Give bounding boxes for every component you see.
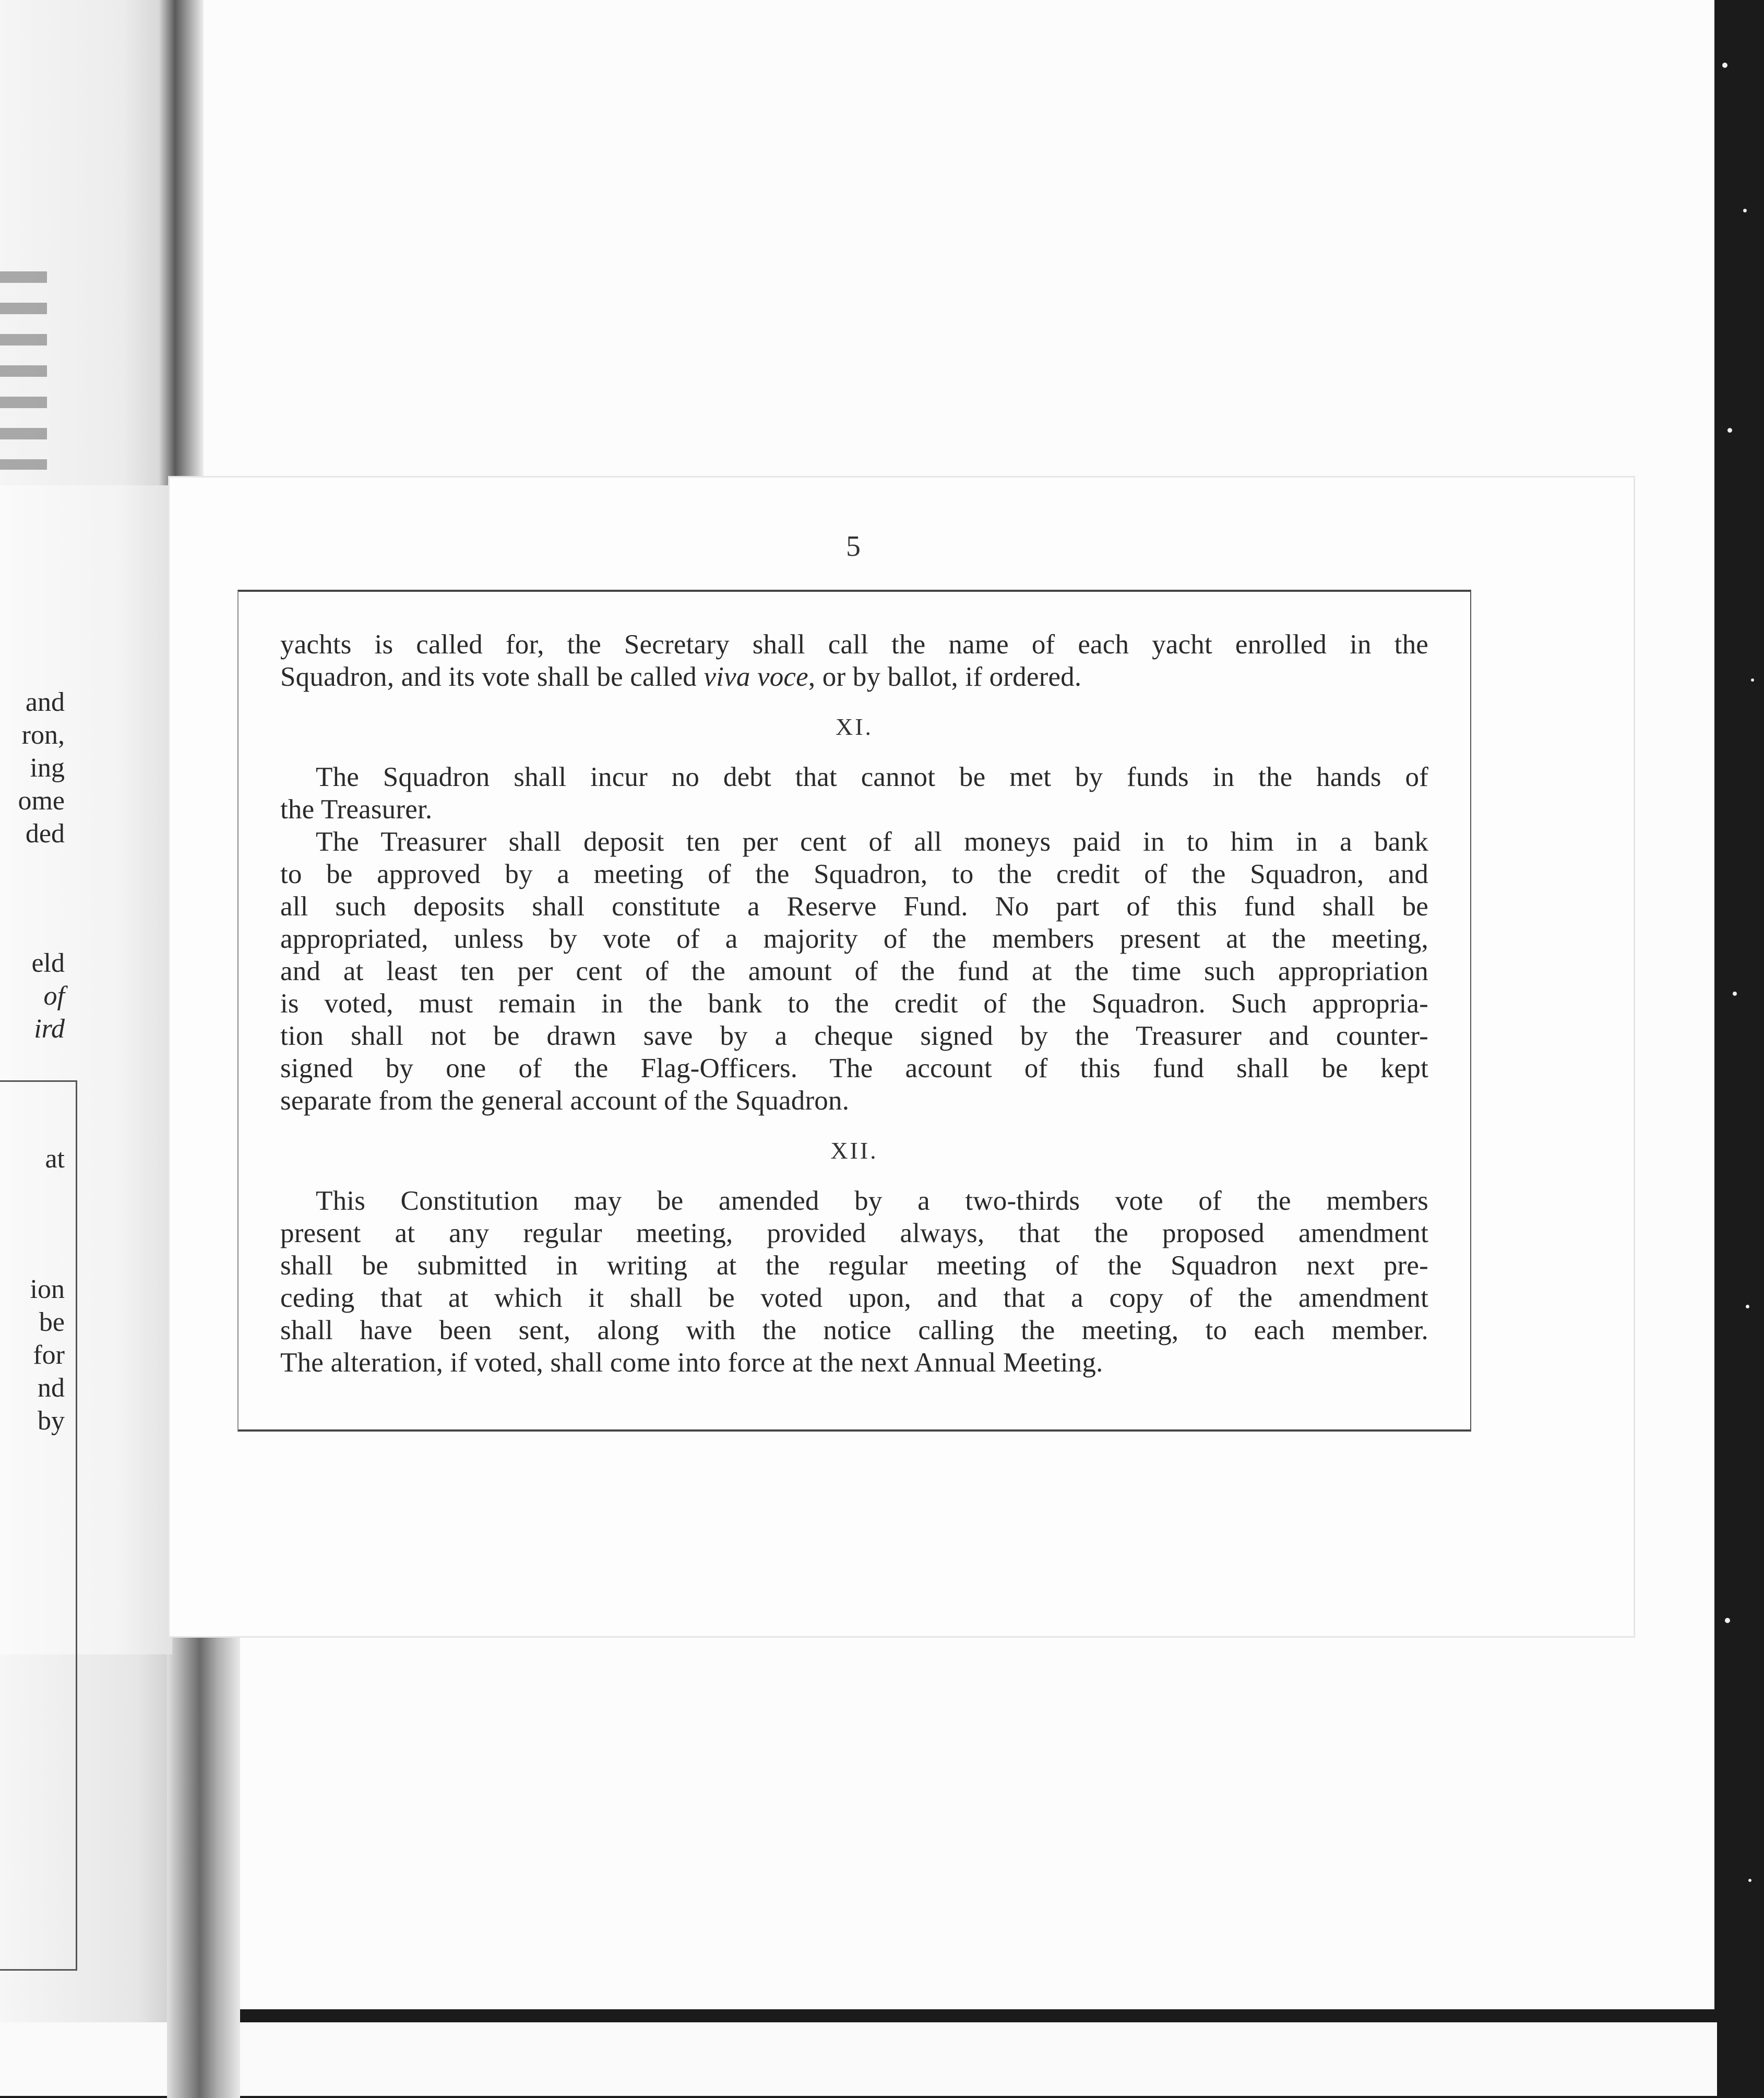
left-fragment: ron, xyxy=(21,720,65,750)
text-line: The Treasurer shall deposit ten per cent of all moneys paid in to him in a bank xyxy=(316,827,1428,857)
left-fragment: be xyxy=(39,1307,65,1337)
text-line: to be approved by a meeting of the Squadron, to the credit of the Squadron, and xyxy=(280,859,1428,889)
text-line: present at any regular meeting, provided always, that the proposed amendment xyxy=(280,1218,1428,1248)
text-line: shall have been sent, along with the notice calling the meeting, to each member. xyxy=(280,1315,1428,1345)
text-line: separate from the general account of the Squadron. xyxy=(280,1086,850,1116)
left-fragment: ird xyxy=(34,1014,65,1044)
text-line: and at least ten per cent of the amount of the fund at the time such appropriation xyxy=(280,956,1428,986)
section-heading-xii: XII. xyxy=(830,1137,878,1164)
main-page xyxy=(170,478,1634,1636)
text-line: Squadron, and its vote shall be called viva voce, or by ballot, if ordered. xyxy=(280,662,1082,692)
text-line: all such deposits shall constitute a Reserve Fund. No part of this fund shall be xyxy=(280,891,1428,922)
left-fragment: ded xyxy=(25,819,65,849)
left-fragment: and xyxy=(25,687,65,717)
text-line: tion shall not be drawn save by a cheque signed by the Treasurer and counter- xyxy=(280,1021,1428,1051)
left-page xyxy=(0,485,172,1654)
page-number: 5 xyxy=(846,530,861,563)
text-line: The Squadron shall incur no debt that cannot be met by funds in the hands of xyxy=(316,762,1428,792)
left-fragment: by xyxy=(38,1406,65,1436)
italic-phrase: viva voce xyxy=(704,662,808,692)
fold-shadow xyxy=(167,1628,240,2098)
bottom-page-edge xyxy=(0,2022,1717,2096)
content-frame xyxy=(237,590,1471,1432)
left-page-frame xyxy=(0,1080,77,1971)
text-line: shall be submitted in writing at the regular meeting of the Squadron next pre- xyxy=(280,1250,1428,1281)
left-page-upper xyxy=(0,0,204,485)
text-line: yachts is called for, the Secretary shall call the name of each yacht enrolled in the xyxy=(280,629,1428,660)
text-block xyxy=(280,628,1428,1379)
left-fragment: at xyxy=(45,1144,65,1174)
left-fragment: ion xyxy=(30,1274,65,1304)
left-fragment: ing xyxy=(30,753,65,783)
left-fragment: for xyxy=(33,1340,65,1370)
left-fragment: eld xyxy=(31,948,65,978)
text-line: ceding that at which it shall be voted upon, and that a copy of the amendment xyxy=(280,1283,1428,1313)
left-fragment: ome xyxy=(18,786,65,816)
text-line: appropriated, unless by vote of a majority of the members present at the meeting, xyxy=(280,924,1428,954)
text-line: is voted, must remain in the bank to the credit of the Squadron. Such appropria- xyxy=(280,988,1428,1019)
left-page-upper-text-bleed xyxy=(0,271,47,470)
text-line: The alteration, if voted, shall come into force at the next Annual Meeting. xyxy=(280,1348,1103,1378)
left-fragment: of xyxy=(43,981,65,1011)
text-line: signed by one of the Flag-Officers. The account of this fund shall be kept xyxy=(280,1053,1428,1083)
text-line: This Constitution may be amended by a two-thirds vote of the members xyxy=(316,1186,1428,1216)
left-fragment: nd xyxy=(38,1373,65,1403)
section-heading-xi: XI. xyxy=(835,713,874,740)
text-line: the Treasurer. xyxy=(280,794,433,825)
